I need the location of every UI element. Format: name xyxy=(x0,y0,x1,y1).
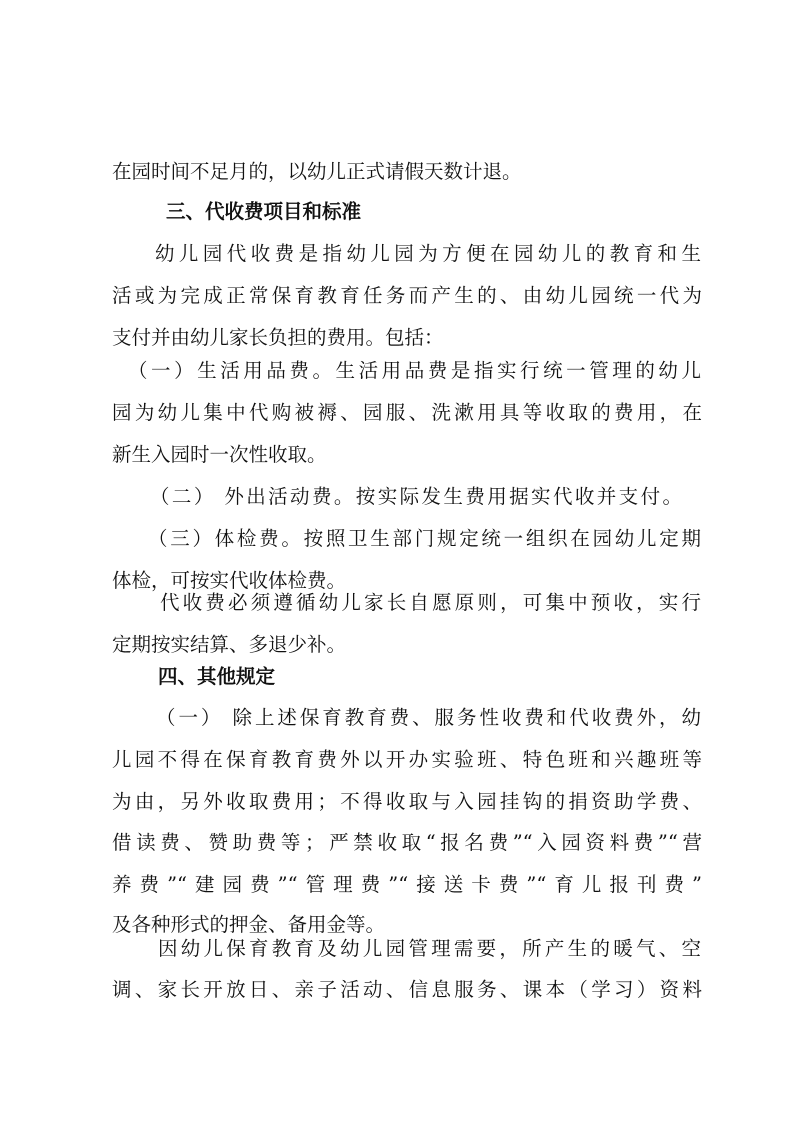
body-text-line: 园为幼儿集中代购被褥、园服、洗漱用具等收取的费用，在 xyxy=(112,401,702,424)
body-text-line: 调、家长开放日、亲子活动、信息服务、课本（学习）资料 xyxy=(112,978,702,1001)
body-text-line: 活或为完成正常保育教育任务而产生的、由幼儿园统一代为 xyxy=(112,284,702,307)
body-text-line: 体检，可按实代收体检费。 xyxy=(112,569,347,592)
body-text-line: 儿园不得在保育教育费外以开办实验班、特色班和兴趣班等 xyxy=(112,748,702,771)
body-text-line: 及各种形式的押金、备用金等。 xyxy=(112,913,386,936)
body-text-line: 定期按实结算、多退少补。 xyxy=(112,633,347,656)
paragraph-first-line: 因幼儿保育教育及幼儿园管理需要，所产生的暖气、空 xyxy=(158,937,701,960)
body-text-line: 新生入园时一次性收取。 xyxy=(112,443,327,466)
list-item-line: （三）体检费。按照卫生部门规定统一组织在园幼儿定期 xyxy=(148,527,701,550)
body-text-line: 支付并由幼儿家长负担的费用。包括： xyxy=(112,326,444,349)
body-text-line: 借读费、赞助费等；严禁收取“报名费”“入园资料费”“营 xyxy=(112,831,702,854)
body-text-line: 养费”“建园费”“管理费”“接送卡费”“育儿报刊费” xyxy=(112,873,702,896)
list-item-line: （二） 外出活动费。按实际发生费用据实代收并支付。 xyxy=(150,485,682,508)
body-text-line: 在园时间不足月的，以幼儿正式请假天数计退。 xyxy=(112,160,522,183)
list-item-line: （一）生活用品费。生活用品费是指实行统一管理的幼儿 xyxy=(128,359,701,382)
paragraph-first-line: 幼儿园代收费是指幼儿园为方便在园幼儿的教育和生 xyxy=(155,242,701,265)
body-text-line: 为由，另外收取费用；不得收取与入园挂钩的捐资助学费、 xyxy=(112,790,702,813)
paragraph-first-line: 代收费必须遵循幼儿家长自愿原则，可集中预收，实行 xyxy=(160,591,701,614)
section-heading-4: 四、其他规定 xyxy=(158,665,276,688)
list-item-line: （一） 除上述保育教育费、服务性收费和代收费外，幼 xyxy=(156,706,701,729)
section-heading-3: 三、代收费项目和标准 xyxy=(166,200,362,223)
